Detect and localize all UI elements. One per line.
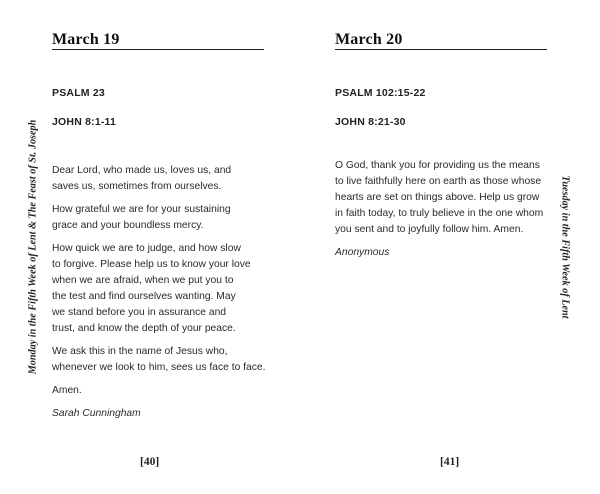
scripture-reference: PSALM 23 [52,87,105,99]
scripture-reference: JOHN 8:1-11 [52,116,117,128]
page-number: [41] [440,456,460,468]
prayer-paragraph: O God, thank you for providing us the means to live faithfully here on earth as those whose hearts are set on things above. Help us grow in faith today, to truly believe in the one whom you sent and to joyfully follow him. Amen. [335,160,544,235]
heading-rule [52,49,264,50]
date-heading: March 19 [52,31,120,48]
prayer-text [52,163,287,422]
right-page [300,0,600,494]
prayer-paragraph: How grateful we are for your sustaining grace and your boundless mercy. [52,204,231,231]
prayer-paragraph: Amen. [52,385,82,396]
heading-rule [335,49,547,50]
scripture-reference: PSALM 102:15-22 [335,87,426,99]
prayer-text [335,158,575,261]
running-head-left: Monday in the Fifth Week of Lent & The Feast of St. Joseph [27,119,39,375]
scripture-reference: JOHN 8:21-30 [335,116,406,128]
page-number: [40] [140,456,160,468]
prayer-paragraph: We ask this in the name of Jesus who, whenever we look to him, sees us face to face. [52,346,266,373]
author-attribution: Sarah Cunningham [52,408,141,419]
date-heading: March 20 [335,31,403,48]
prayer-paragraph: Dear Lord, who made us, loves us, and saves us, sometimes from ourselves. [52,165,232,192]
running-head-right: Tuesday in the Fifth Week of Lent [559,175,571,319]
prayer-paragraph: How quick we are to judge, and how slow to forgive. Please help us to know your love when we are afraid, when we put you to the test and find ourselves wanting. May we stand before you in assurance and trust, and know the depth of your peace. [52,243,251,334]
author-attribution: Anonymous [335,247,390,258]
